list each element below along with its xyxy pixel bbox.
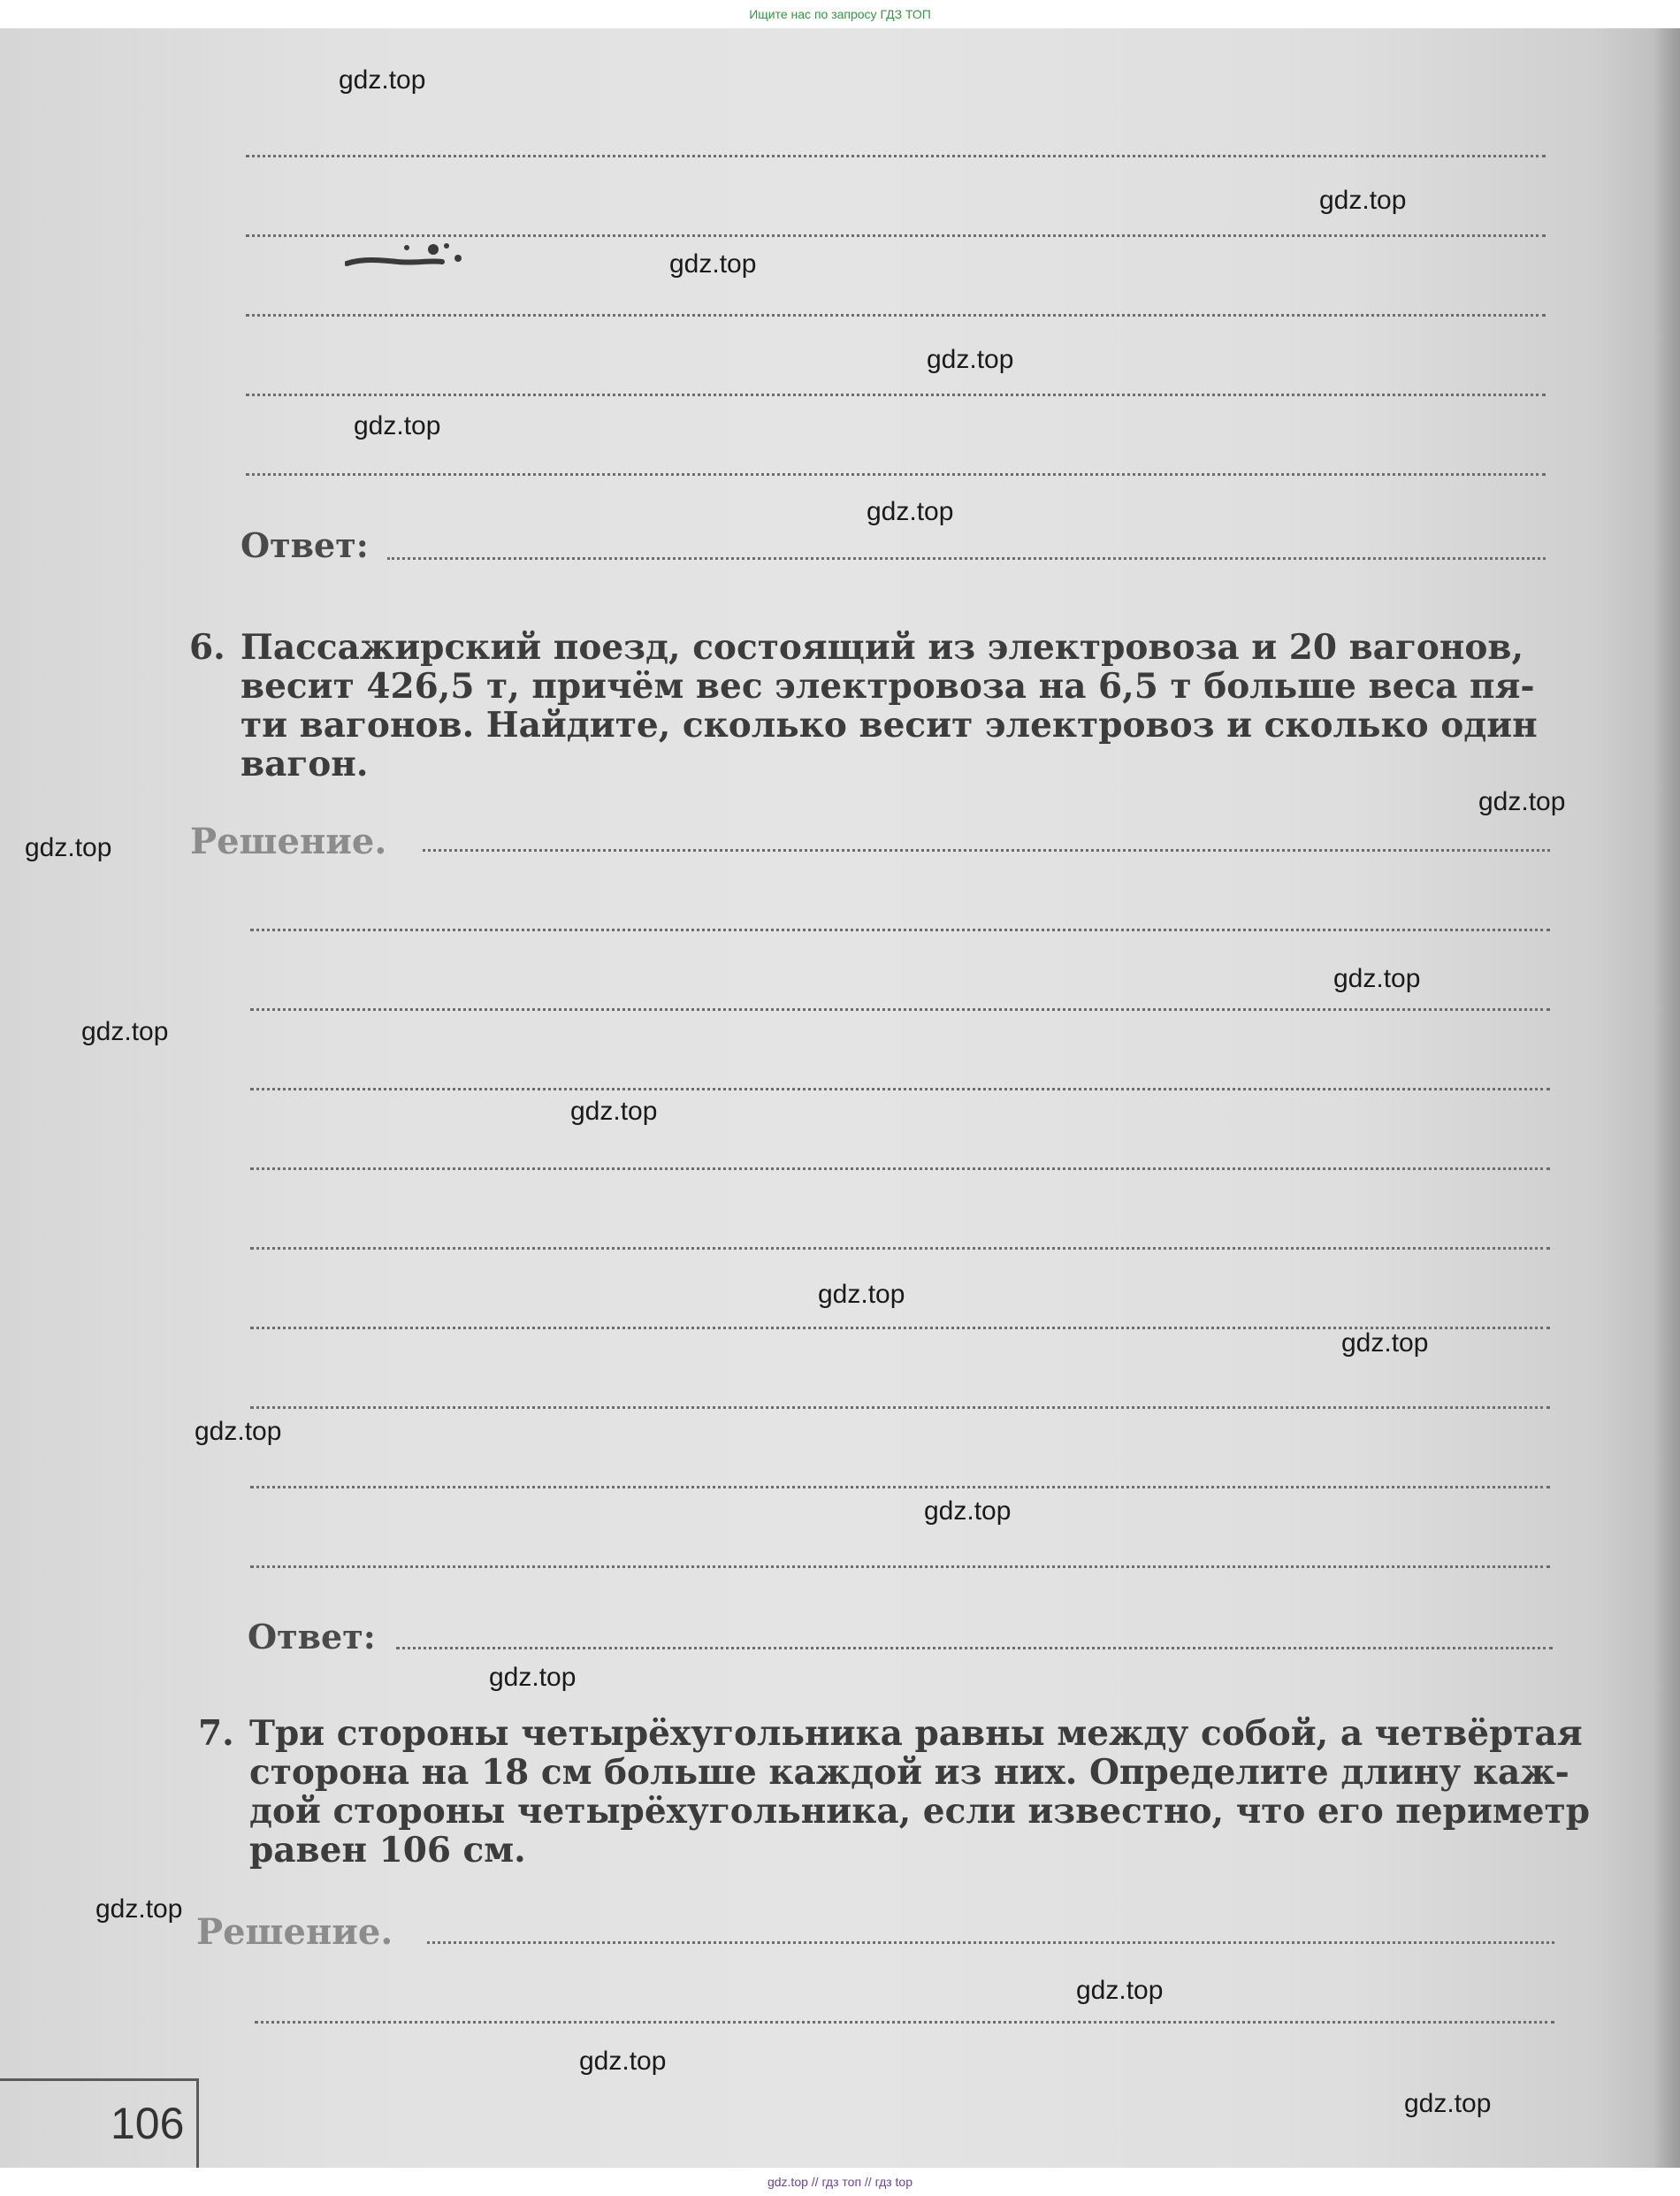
bottom-banner[interactable]: gdz.top // гдз топ // гдз top [0, 2168, 1680, 2196]
watermark: gdz.top [354, 411, 441, 440]
writing-line [246, 394, 1546, 396]
solution-label: Решение. [190, 821, 387, 862]
answer-label: Ответ: [241, 525, 369, 565]
watermark: gdz.top [818, 1280, 905, 1309]
watermark: gdz.top [1333, 964, 1421, 993]
watermark: gdz.top [669, 249, 757, 279]
page-number: 106 [111, 2099, 185, 2148]
solution-label: Решение. [196, 1911, 393, 1953]
task-7-line: равен 106 см. [249, 1830, 526, 1871]
watermark: gdz.top [867, 497, 954, 526]
writing-line [250, 1406, 1550, 1409]
writing-line [250, 1565, 1550, 1568]
watermark: gdz.top [924, 1496, 1012, 1526]
watermark: gdz.top [339, 65, 426, 95]
watermark: gdz.top [1404, 2089, 1492, 2118]
watermark: gdz.top [81, 1017, 169, 1046]
writing-line [250, 1486, 1550, 1488]
watermark: gdz.top [1319, 186, 1407, 215]
writing-line [250, 1167, 1550, 1170]
task-7-line: сторона на 18 см больше каждой из них. Определите длину каж- [249, 1752, 1569, 1793]
watermark: gdz.top [195, 1417, 282, 1446]
task-6-line: ти вагонов. Найдите, сколько весит электровоз и сколько один [241, 705, 1538, 746]
workbook-page [0, 28, 1680, 2168]
answer-line [396, 1647, 1553, 1649]
task-6-number: 6. [189, 627, 225, 668]
watermark: gdz.top [95, 1894, 183, 1924]
watermark: gdz.top [1341, 1328, 1429, 1358]
writing-line [246, 314, 1546, 317]
writing-line [250, 1247, 1550, 1250]
task-7-line: Три стороны четырёхугольника равны между собой, а четвёртая [249, 1713, 1583, 1754]
task-7-line: дой стороны четырёхугольника, если известно, что его периметр [249, 1791, 1590, 1832]
task-6-line: весит 426,5 т, причём вес электровоза на 6,5 т больше веса пя- [241, 666, 1535, 707]
task-6 [189, 627, 1538, 784]
writing-line [246, 155, 1546, 157]
watermark: gdz.top [570, 1097, 658, 1126]
answer-label: Ответ: [248, 1617, 376, 1657]
watermark: gdz.top [25, 833, 112, 862]
writing-line [246, 473, 1546, 476]
answer-line [387, 557, 1546, 560]
watermark: gdz.top [1076, 1976, 1164, 2005]
task-7-number: 7. [198, 1713, 234, 1754]
watermark: gdz.top [1478, 787, 1566, 816]
writing-line [423, 849, 1550, 852]
top-banner[interactable]: Ищите нас по запросу ГДЗ ТОП [0, 0, 1680, 28]
watermark: gdz.top [927, 345, 1014, 374]
task-6-line: Пассажирский поезд, состоящий из электровоза и 20 вагонов, [241, 627, 1524, 668]
ink-smudge-icon [345, 241, 477, 276]
writing-line [250, 929, 1550, 931]
writing-line [255, 2021, 1554, 2024]
writing-line [250, 1088, 1550, 1090]
task-7 [198, 1713, 1590, 1871]
task-6-line: вагон. [241, 744, 369, 784]
writing-line [246, 234, 1546, 237]
writing-line [427, 1941, 1554, 1944]
writing-line [250, 1008, 1550, 1011]
watermark: gdz.top [489, 1663, 577, 1692]
watermark: gdz.top [579, 2047, 667, 2076]
